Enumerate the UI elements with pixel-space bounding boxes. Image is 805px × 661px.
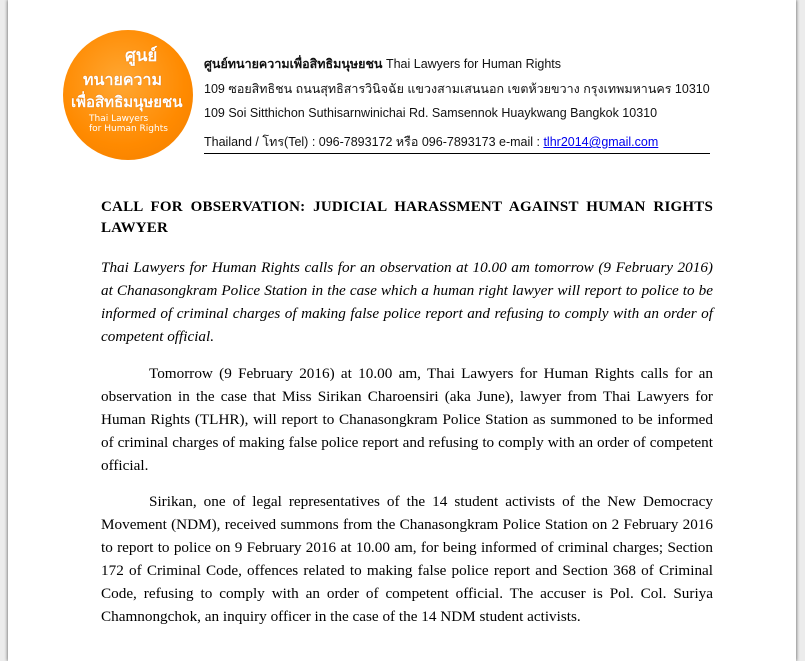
lead-paragraph: Thai Lawyers for Human Rights calls for an observation at 10.00 am tomorrow (9 February 2016) at Chanasongkram Police Station in the case which a human right lawyer will report to police to be informed of criminal charges of making false police report and refusing to comply with an order of competent official. [101, 259, 713, 345]
tlhr-logo [63, 30, 193, 160]
body-paragraph-2: Sirikan, one of legal representatives of the 14 student activists of the New Democracy Movement (NDM), received summons from the Chanasongkram Police Station on 2 February 2016 to report to police on 9 February 2016 at 10.00 am, for being informed of criminal charges; Section 172 of Criminal Code, offences related to making false police report and Section 368 of Criminal Code, refusing to comply with an order of competent official. The accuser is Pol. Col. Suriya Chamnongchok, an inquiry officer in the case of the 14 NDM student activists. [101, 493, 713, 625]
body-paragraph-1: Tomorrow (9 February 2016) at 10.00 am, Thai Lawyers for Human Rights calls for an observation in the case that Miss Sirikan Charoensiri (aka June), lawyer from Thai Lawyers for Human Rights (TLHR), will report to Chanasongkram Police Station as summoned to be informed of criminal charges of making false police report and refusing to comply with an order of competent official. [101, 365, 713, 474]
logo-en-line-a: Thai Lawyers [89, 114, 149, 124]
address-thai: 109 ซอยสิทธิชน ถนนสุทธิสารวินิจฉัย แขวงสามเสนนอก เขตห้วยขวาง กรุงเทพมหานคร 10310 [204, 82, 710, 96]
contact-line [204, 132, 658, 152]
logo-text-line2: ทนายความ [83, 70, 163, 89]
logo-text-line4 [89, 114, 168, 134]
letterhead-title [204, 54, 561, 74]
org-name-thai: ศูนย์ทนายความเพื่อสิทธิมนุษยชน [204, 57, 383, 71]
contact-phone: Thailand / โทร(Tel) : 096-7893172 หรือ 096-7893173 e-mail : [204, 135, 544, 149]
document-title: CALL FOR OBSERVATION: JUDICIAL HARASSMENT AGAINST HUMAN RIGHTS LAWYER [101, 199, 713, 236]
logo-en-line-b: for Human Rights [89, 124, 168, 134]
logo-text-line3: เพื่อสิทธิมนุษยชน [71, 93, 183, 111]
logo-text-line1: ศูนย์ [125, 46, 158, 66]
org-name-english: Thai Lawyers for Human Rights [385, 57, 562, 71]
email-link[interactable]: tlhr2014@gmail.com [543, 135, 659, 149]
letterhead-divider [204, 153, 710, 154]
document-page [8, 0, 796, 661]
address-english: 109 Soi Sitthichon Suthisarnwinichai Rd. Samsennok Huaykwang Bangkok 10310 [204, 106, 658, 120]
